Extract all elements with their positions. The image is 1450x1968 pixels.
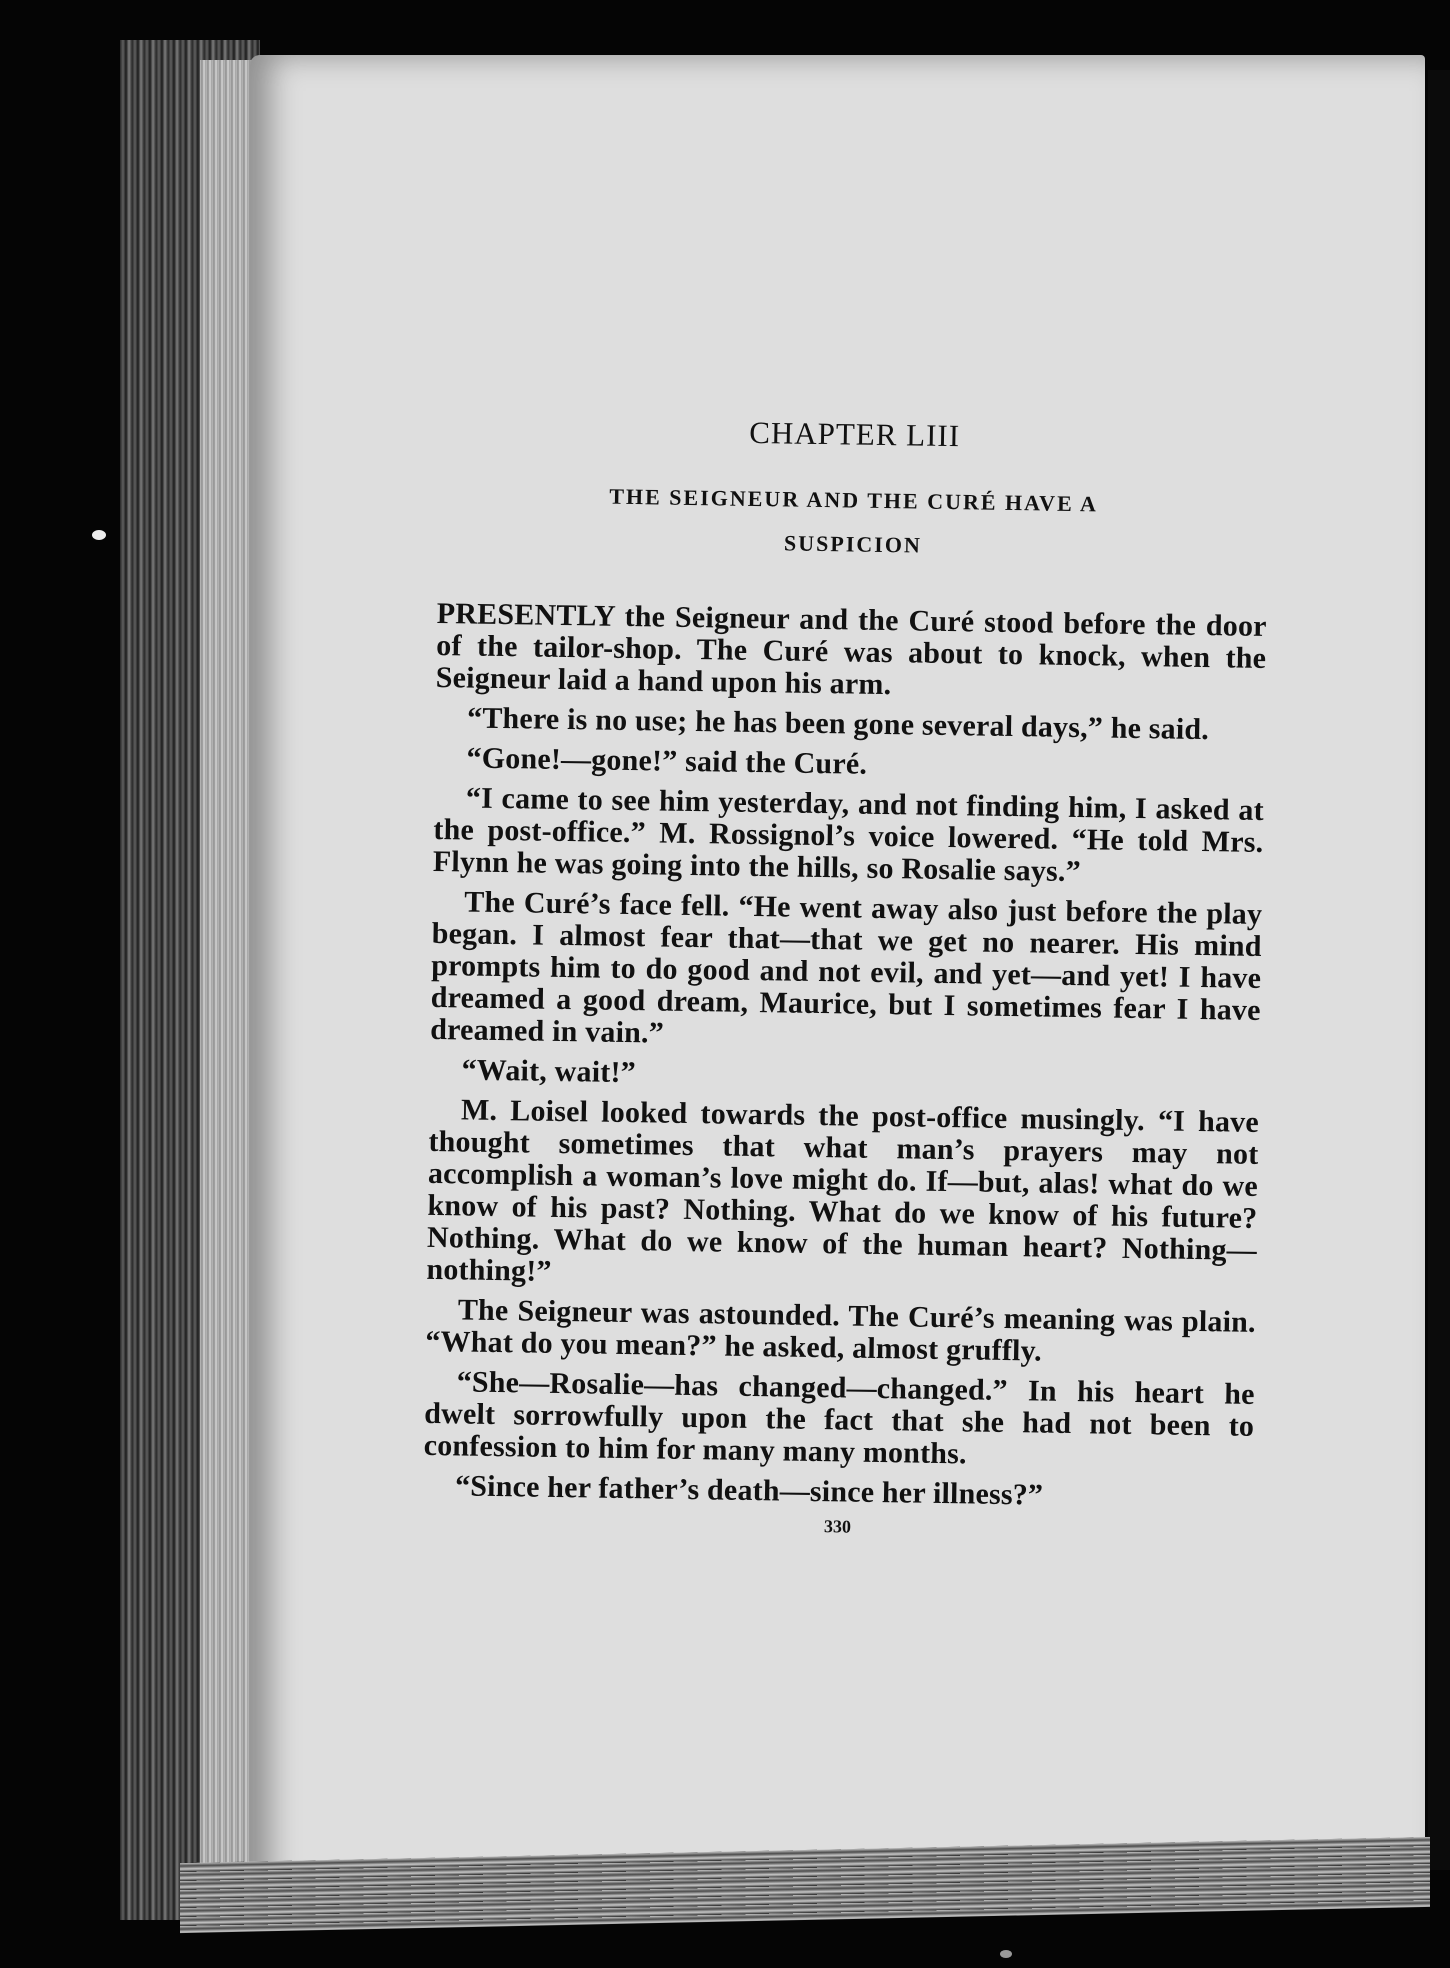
paragraph: The Seigneur was astounded. The Curé’s meaning was plain. “What do you mean?” he asked, almost gruffly. — [425, 1293, 1257, 1368]
page-number: 330 — [823, 1516, 852, 1537]
page-text — [422, 410, 1270, 1544]
book-right-edge — [1428, 70, 1450, 1870]
paragraph: PRESENTLY the Seigneur and the Curé stood before the door of the tailor-shop. The Curé was about to knock, when the Seigneur laid a hand upon his arm. — [435, 596, 1267, 702]
scan-speck — [1000, 1950, 1012, 1958]
paragraph: “She—Rosalie—has changed—changed.” In his heart he dwelt sorrowfully upon the fact that she had not been to confession to him for many many months. — [423, 1365, 1255, 1471]
paragraph: The Curé’s face fell. “He went away also just before the play began. I almost fear that—that we get no nearer. His mind prompts him to do good and not evil, and yet—and yet! I have dreamed a good dream, Maurice, but I sometimes fear I have dreamed in vain.” — [430, 885, 1263, 1050]
chapter-heading: CHAPTER LIII — [748, 414, 961, 454]
paragraph: “Gone!—gone!” said the Curé. — [466, 741, 868, 781]
chapter-subtitle-line-1: THE SEIGNEUR AND THE CURÉ HAVE A — [609, 483, 1099, 517]
chapter-subtitle — [438, 472, 1269, 573]
paragraph: “I came to see him yesterday, and not finding him, I asked at the post-office.” M. Rossignol’s voice lowered. “He told Mrs. Flynn he was going into the hills, so Rosalie says.” — [432, 781, 1265, 889]
chapter-subtitle-line-2: SUSPICION — [783, 530, 923, 558]
paragraph: “Since her father’s death—since her illness?” — [454, 1469, 1044, 1512]
paragraph: “Wait, wait!” — [461, 1053, 637, 1090]
scan-speck — [92, 530, 106, 540]
paragraph: M. Loisel looked towards the post-office musingly. “I have thought sometimes that what man’s prayers may not accomplish a woman’s love might do. If—but, alas! what do we know of his past? Nothing. What do we know of his future? Nothing. What do we know of the human heart? Nothing—nothing!” — [426, 1093, 1260, 1288]
paragraph: “There is no use; he has been gone several days,” he said. — [466, 701, 1210, 747]
